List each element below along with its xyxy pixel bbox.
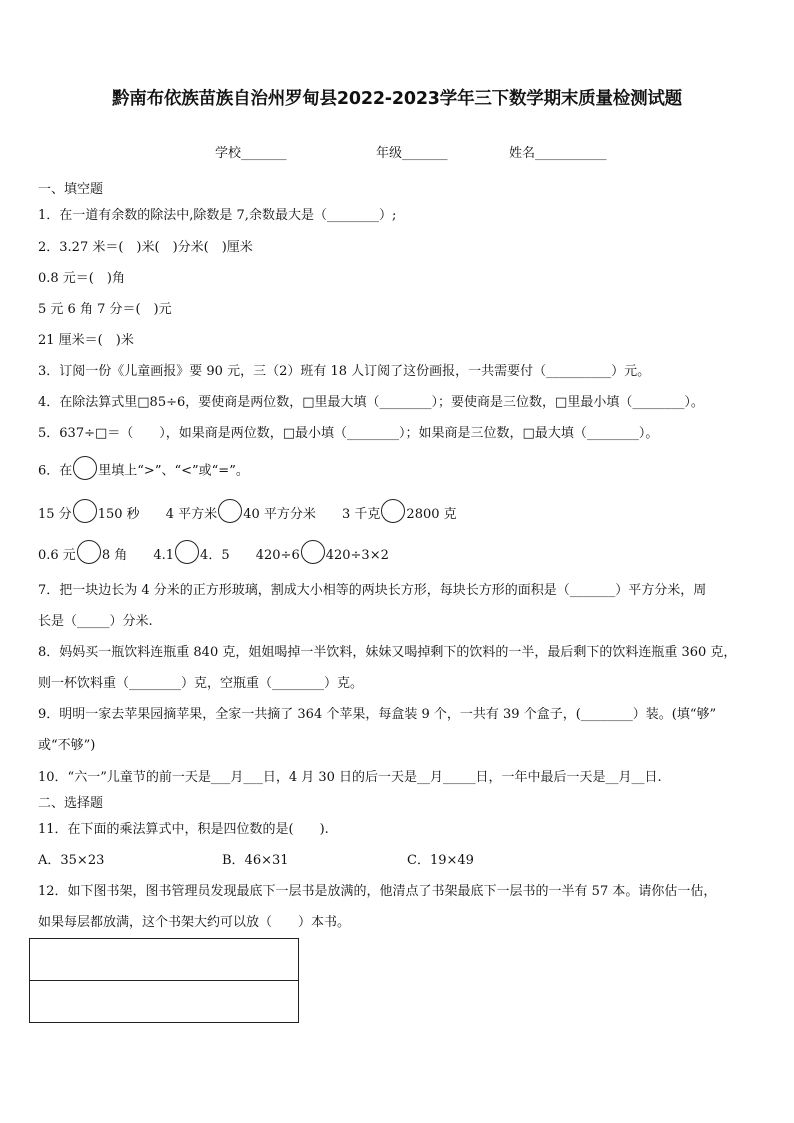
name-field: 姓名___________: [509, 146, 607, 161]
compare-item: [38, 548, 127, 563]
bookshelf-shelf-divider: [30, 980, 298, 981]
question-2-line-2: 0.8 元＝( )角: [38, 271, 125, 286]
compare-item: [166, 507, 316, 522]
question-6-row-2: [38, 546, 411, 564]
grade-field: 年级_______: [376, 146, 448, 161]
compare-right: 150 秒: [97, 506, 140, 522]
compare-item: [153, 548, 229, 563]
section-heading-choice: 二、选择题: [38, 796, 104, 811]
compare-circle-input[interactable]: [175, 540, 199, 564]
compare-circle-input[interactable]: [301, 540, 325, 564]
compare-circle-input[interactable]: [218, 499, 242, 523]
question-12-line-1: 12．如下图书架，图书管理员发现最底下一层书是放满的，他清点了书架最底下一层书的一半有 57 本。请你估一估，: [38, 884, 717, 899]
question-11: 11．在下面的乘法算式中，积是四位数的是( ).: [38, 822, 329, 837]
compare-right: 420÷3×2: [325, 547, 389, 563]
question-6-row-1: [38, 505, 479, 523]
compare-left: 15 分: [38, 506, 72, 522]
compare-item: [342, 507, 457, 522]
bookshelf-diagram: [29, 938, 299, 1023]
compare-left: 3 千克: [342, 506, 381, 522]
compare-circle-icon: [73, 456, 97, 480]
question-10: 10．“六一”儿童节的前一天是___月___日，4 月 30 日的后一天是__月_____日，一年中最后一天是__月__日.: [38, 770, 662, 785]
question-9-line-1: 9．明明一家去苹果园摘苹果，全家一共摘了 364 个苹果，每盒装 9 个，一共有 39 个盒子，(________）装。(填“够”: [38, 707, 717, 722]
option-b[interactable]: B．46×31: [222, 853, 289, 868]
compare-circle-input[interactable]: [73, 499, 97, 523]
compare-left: 4.1: [153, 547, 175, 563]
question-2-line-1: 2．3.27 米＝( )米( )分米( )厘米: [38, 240, 253, 255]
question-8-line-1: 8．妈妈买一瓶饮料连瓶重 840 克，姐姐喝掉一半饮料，妹妹又喝掉剩下的饮料的一半，最后剩下的饮料连瓶重 360 克，: [38, 645, 737, 660]
compare-left: 420÷6: [255, 547, 300, 563]
compare-right: 2800 克: [406, 506, 457, 522]
section-heading-fill-blank: 一、填空题: [38, 182, 104, 197]
question-3: 3．订阅一份《儿童画报》要 90 元，三（2）班有 18 人订阅了这份画报，一共需要付（__________）元。: [38, 364, 651, 379]
option-a[interactable]: A．35×23: [38, 853, 105, 868]
question-2-line-4: 21 厘米＝( )米: [38, 333, 134, 348]
question-4: 4．在除法算式里□85÷6，要使商是两位数，□里最大填（________）；要使商是三位数，□里最小填（________）。: [38, 395, 704, 410]
question-8-line-2: 则一杯饮料重（________）克，空瓶重（________）克。: [38, 676, 364, 691]
question-1: 1．在一道有余数的除法中,除数是 7,余数最大是（________）;: [38, 208, 397, 223]
compare-left: 0.6 元: [38, 547, 76, 563]
compare-right: 4．5: [200, 547, 230, 563]
school-field: 学校_______: [215, 146, 287, 161]
page-title: 黔南布依族苗族自治州罗甸县2022-2023学年三下数学期末质量检测试题: [112, 89, 682, 109]
compare-left: 4 平方米: [165, 506, 218, 522]
question-5: 5．637÷□＝（ ），如果商是两位数，□最小填（________）；如果商是三位数，□最大填（________）。: [38, 426, 659, 441]
question-7-line-1: 7．把一块边长为 4 分米的正方形玻璃，割成大小相等的两块长方形，每块长方形的面积是（_______）平方分米，周: [38, 583, 707, 598]
compare-right: 8 角: [101, 547, 128, 563]
question-6-stem: [38, 462, 249, 480]
compare-right: 40 平方分米: [243, 506, 316, 522]
question-2-line-3: 5 元 6 角 7 分＝( )元: [38, 302, 172, 317]
compare-circle-input[interactable]: [381, 499, 405, 523]
question-9-line-2: 或“不够”): [38, 738, 96, 753]
question-7-line-2: 长是（_____）分米.: [38, 614, 153, 629]
option-c[interactable]: C．19×49: [407, 853, 474, 868]
compare-item: [256, 548, 389, 563]
compare-circle-input[interactable]: [77, 540, 101, 564]
q6-pre: 6．在: [38, 463, 73, 479]
q6-post: 里填上“>”、“<”或“=”。: [98, 463, 249, 479]
question-12-line-2: 如果每层都放满，这个书架大约可以放（ ）本书。: [38, 915, 351, 930]
compare-item: [38, 507, 140, 522]
